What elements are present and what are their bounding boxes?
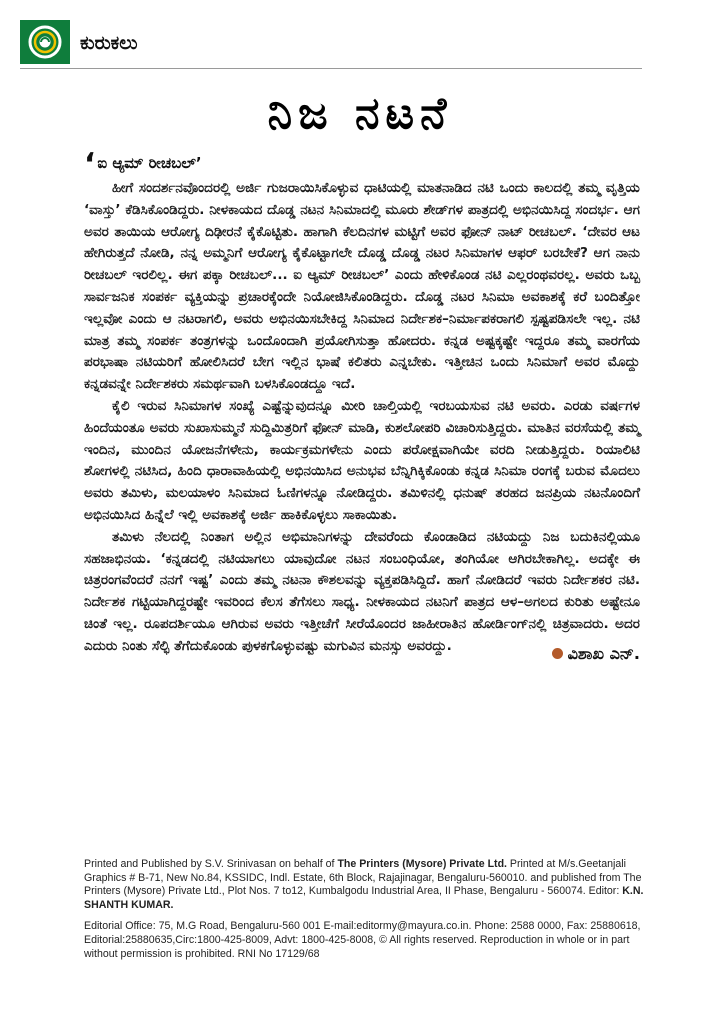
- magazine-header: [20, 20, 642, 69]
- article-body: [84, 147, 640, 663]
- imprint-address: Printed at M/s.Geetanjali Graphics # B-71, New No.84, KSSIDC, Indl. Estate, 6th Block, Rajajinagar, Bengaluru-560010. and published from The Printers (Mysore) Private Ltd., Plot Nos. 7 to12, Kumbalgodu Industrial Area, II Phase, Bengaluru - 560074. Editor:: [84, 858, 642, 898]
- paragraph-3: ತಮಿಳು ನೆಲದಲ್ಲಿ ನಿಂತಾಗ ಅಲ್ಲಿನ ಅಭಿಮಾನಿಗಳನ್ನು ದೇವರೆಂದು ಕೊಂಡಾಡಿದ ನಟಿಯದ್ದು ನಿಜ ಬದುಕಿನಲ್ಲಿಯೂ ಸಹಜಾಭಿನಯ. ‘ಕನ್ನಡದಲ್ಲಿ ನಟಿಯಾಗಲು ಯಾವುದೋ ನಟನ ಸಂಬಂಧಿಯೋ, ತಂಗಿಯೋ ಆಗಿರಬೇಕಾಗಿಲ್ಲ. ಅದಕ್ಕೇ ಈ ಚಿತ್ರರಂಗವೆಂದರೆ ನನಗೆ ಇಷ್ಟ’ ಎಂದು ತಮ್ಮ ನಟನಾ ಕೌಶಲವನ್ನು ವ್ಯಕ್ತಪಡಿಸಿದ್ದಿದೆ. ಹಾಗೆ ನೋಡಿದರೆ ಇವರು ನಿರ್ದೇಶಕರ ನಟಿ. ನಿರ್ದೇಶಕ ಗಟ್ಟಿಯಾಗಿದ್ದರಷ್ಟೇ ಇವರಿಂದ ಕೆಲಸ ತೆಗೆಸಲು ಸಾಧ್ಯ. ನೀಳಕಾಯದ ನಟನಿಗೆ ಪಾತ್ರದ ಆಳ–ಅಗಲದ ಕುರಿತು ಅಷ್ಟೇನೂ ಚಿಂತೆ ಇಲ್ಲ. ರೂಪದರ್ಶಿಯೂ ಆಗಿರುವ ಅವರು ಇತ್ತೀಚೆಗೆ ಸೀರೆಯೊಂದರ ಜಾಹೀರಾತಿನ ಹೋರ್ಡಿಂಗ್‌ನಲ್ಲಿ ಚಿತ್ರವಾದರು. ಅದರ ಎದುರು ನಿಂತು ಸೆಲ್ಫಿ ತೆಗೆದುಕೊಂಡು ಪುಳಕಗೊಳ್ಳುವಷ್ಟು ಮಗುವಿನ ಮನಸ್ಸು ಅವರದ್ದು.: [84, 528, 640, 654]
- magazine-logo: [20, 20, 70, 64]
- swirl-logo-icon: [20, 20, 70, 64]
- printer-name: The Printers (Mysore) Private Ltd.: [337, 858, 507, 870]
- opening-quote: [84, 147, 640, 182]
- bullet-dot-icon: [552, 648, 563, 659]
- imprint-text: Printed and Published by S.V. Srinivasan on behalf of: [84, 858, 338, 870]
- author-byline: [544, 644, 640, 664]
- author-name: ವಿಶಾಖ ಎನ್.: [567, 643, 640, 663]
- quote-text: ಐ ಆ್ಯಮ್ ರೀಚಬಲ್’: [97, 154, 202, 172]
- article-title: ನಿಜ ನಟನೆ: [267, 88, 453, 139]
- paragraph-2: ಕೈಲಿ ಇರುವ ಸಿನಿಮಾಗಳ ಸಂಖ್ಯೆ ಎಷ್ಟೆನ್ನುವುದನ್ನೂ ಮೀರಿ ಚಾಲ್ತಿಯಲ್ಲಿ ಇರಬಯಸುವ ನಟಿ ಅವರು. ಎರಡು ವರ್ಷಗಳ ಹಿಂದೆಯಂತೂ ಅವರು ಸುಖಾಸುಮ್ಮನೆ ಸುದ್ದಿಮಿತ್ರರಿಗೆ ಫೋನ್ ಮಾಡಿ, ಕುಶಲೋಪರಿ ವಿಚಾರಿಸುತ್ತಿದ್ದರು. ಮಾತಿನ ವರಸೆಯಲ್ಲಿ ತಮ್ಮ ಇಂದಿನ, ಮುಂದಿನ ಯೋಜನೆಗಳೇನು, ಕಾರ್ಯಕ್ರಮಗಳೇನು ಎಂದು ಪರೋಕ್ಷವಾಗಿಯೇ ವರದಿ ನೀಡುತ್ತಿದ್ದರು. ರಿಯಾಲಿಟಿ ಶೋಗಳಲ್ಲಿ ನಟಿಸಿದ, ಹಿಂದಿ ಧಾರಾವಾಹಿಯಲ್ಲಿ ಅಭಿನಯಿಸಿದ ಅನುಭವ ಬೆನ್ನಿಗಿಕ್ಕಿಕೊಂಡು ಕನ್ನಡ ಸಿನಿಮಾ ರಂಗಕ್ಕೆ ಬರುವ ಮೊದಲು ಅವರು ತಮಿಳು, ಮಲಯಾಳಂ ಸಿನಿಮಾದ ಓಣಿಗಳನ್ನೂ ನೋಡಿದ್ದರು. ತಮಿಳಿನಲ್ಲಿ ಧನುಷ್ ತರಹದ ಜನಪ್ರಿಯ ನಟನೊಂದಿಗೆ ಅಭಿನಯಿಸಿದ ಹಿನ್ನೆಲೆ ಇಲ್ಲಿ ಅವಕಾಶಕ್ಕೆ ಅರ್ಜಿ ಹಾಕಿಕೊಳ್ಳಲು ಸಾಕಾಯಿತು.: [84, 397, 640, 523]
- paragraph-1: ಹೀಗೆ ಸಂದರ್ಶನವೊಂದರಲ್ಲಿ ಅರ್ಜಿ ಗುಜರಾಯಿಸಿಕೊಳ್ಳುವ ಧಾಟಿಯಲ್ಲಿ ಮಾತನಾಡಿದ ನಟಿ ಒಂದು ಕಾಲದಲ್ಲಿ ತಮ್ಮ ವೃತ್ತಿಯ ‘ವಾಸ್ತು’ ಕೆಡಿಸಿಕೊಂಡಿದ್ದರು. ನೀಳಕಾಯದ ದೊಡ್ಡ ನಟನ ಸಿನಿಮಾದಲ್ಲಿ ಮೂರು ಶೇಡ್‌ಗಳ ಪಾತ್ರದಲ್ಲಿ ಅಭಿನಯಿಸಿದ್ದ ಸಂದರ್ಭ. ಆಗ ಅವರ ತಾಯಿಯ ಆರೋಗ್ಯ ದಿಢೀರನೆ ಕೈಕೊಟ್ಟಿತು. ಹಾಗಾಗಿ ಕೆಲದಿನಗಳ ಮಟ್ಟಿಗೆ ಅವರ ಫೋನ್ ನಾಟ್ ರೀಚಬಲ್. ‘ದೇವರ ಆಟ ಹೇಗಿರುತ್ತದೆ ನೋಡಿ, ನನ್ನ ಅಮ್ಮನಿಗೆ ಆರೋಗ್ಯ ಕೈಕೊಟ್ಟಾಗಲೇ ದೊಡ್ಡ ದೊಡ್ಡ ನಟರ ಸಿನಿಮಾಗಳ ಆಫರ್ ಬರಬೇಕೆ? ಆಗ ನಾನು ರೀಚಬಲ್ ಇರಲಿಲ್ಲ. ಈಗ ಪಕ್ಕಾ ರೀಚಬಲ್... ಐ ಆ್ಯಮ್ ರೀಚಬಲ್’ ಎಂದು ಹೇಳಿಕೊಂಡ ನಟಿ ಎಲ್ಲರಂಥವರಲ್ಲ. ಅವರು ಒಬ್ಬ ಸಾರ್ವಜನಿಕ ಸಂಪರ್ಕ ವ್ಯಕ್ತಿಯನ್ನು ಪ್ರಚಾರಕ್ಕೆಂದೇ ನಿಯೋಜಿಸಿಕೊಂಡಿದ್ದರು. ದೊಡ್ಡ ನಟರ ಸಿನಿಮಾ ಅವಕಾಶಕ್ಕೆ ಕರೆ ಬಂದಿತ್ತೋ ಇಲ್ಲವೋ ಎಂದು ಆ ನಟರಾಗಲಿ, ಅವರು ಅಭಿನಯಿಸಬೇಕಿದ್ದ ಸಿನಿಮಾದ ನಿರ್ದೇಶಕ–ನಿರ್ಮಾಪಕರಾಗಲಿ ಸ್ಪಷ್ಟಪಡಿಸಲೇ ಇಲ್ಲ. ನಟಿ ಮಾತ್ರ ತಮ್ಮ ಸಂಪರ್ಕ ತಂತ್ರಗಳನ್ನು ಒಂದೊಂದಾಗಿ ಪ್ರಯೋಗಿಸುತ್ತಾ ಹೋದರು. ಕನ್ನಡ ಅಷ್ಟಕ್ಕಷ್ಟೇ ಇದ್ದರೂ ತಮ್ಮ ವಾರಗೆಯ ಪರಭಾಷಾ ನಟಿಯರಿಗೆ ಹೋಲಿಸಿದರೆ ಬೇಗ ಇಲ್ಲಿನ ಭಾಷೆ ಕಲಿತರು ಎನ್ನಬೇಕು. ಇತ್ತೀಚಿನ ಒಂದು ಸಿನಿಮಾಗೆ ಅವರ ಮೊದ್ದು ಕನ್ನಡವನ್ನೇ ನಿರ್ದೇಶಕರು ಸಮರ್ಥವಾಗಿ ಬಳಸಿಕೊಂಡದ್ದೂ ಇದೆ.: [84, 180, 640, 393]
- editor-name: K.N. SHANTH KUMAR.: [84, 885, 644, 911]
- imprint-print-line: [84, 858, 644, 912]
- quote-mark: ‘: [84, 147, 96, 182]
- imprint-footer: [84, 858, 644, 969]
- section-label: ಕುರುಕಲು: [80, 32, 138, 54]
- imprint-contact-line: Editorial Office: 75, M.G Road, Bengaluru-560 001 E-mail:editormy@mayura.co.in. Phone: 2588 0000, Fax: 25880618, Editorial:25880635,Circ:1800-425-8009, Advt: 1800-425-8008, © All rights reserved. Reproduction in whole or in part without permission is prohibited. RNI No 17129/68: [84, 920, 641, 960]
